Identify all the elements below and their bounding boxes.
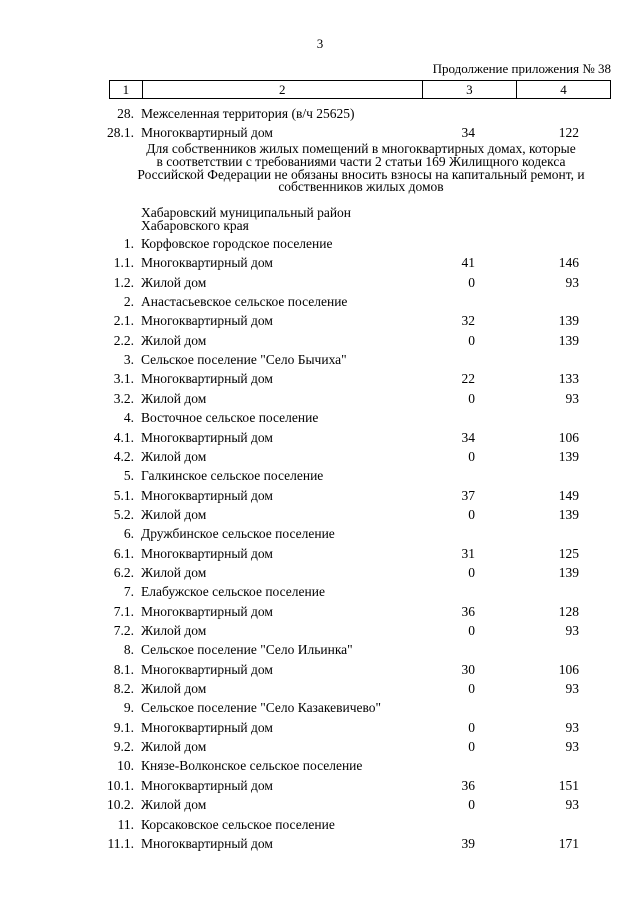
row-name: Многоквартирный дом <box>141 836 273 851</box>
region-line: Хабаровский муниципальный район <box>141 205 352 220</box>
row-number: 4.1. <box>113 430 134 445</box>
value-col3: 0 <box>468 720 475 735</box>
row-number: 6. <box>123 526 134 541</box>
section-row <box>0 105 640 123</box>
col-header-1: 1 <box>110 81 143 99</box>
row-number: 7.2. <box>113 623 134 638</box>
value-col4: 122 <box>558 125 579 140</box>
row-name: Корфовское городское поселение <box>141 236 333 251</box>
row-number: 3.1. <box>113 371 134 386</box>
table-row <box>0 719 640 737</box>
value-col3: 0 <box>468 333 475 348</box>
region-line: Хабаровского края <box>141 217 249 233</box>
col-header-4: 4 <box>516 81 610 99</box>
value-col4: 93 <box>565 681 579 696</box>
value-col4: 93 <box>565 623 579 638</box>
page-number: 3 <box>316 36 324 51</box>
row-name: Многоквартирный дом <box>141 125 273 140</box>
row-name: Жилой дом <box>141 739 207 754</box>
row-number: 4. <box>123 410 134 425</box>
row-number: 2. <box>123 294 134 309</box>
table-row <box>0 332 640 350</box>
row-name: Жилой дом <box>141 681 207 696</box>
table-row <box>0 796 640 814</box>
note-line: собственников жилых домов <box>278 179 444 195</box>
value-col4: 139 <box>558 565 579 580</box>
value-col3: 0 <box>468 565 475 580</box>
note-line: Российской Федерации не обязаны вносить взносы на капитальный ремонт, и <box>137 166 585 182</box>
value-col3: 30 <box>461 662 475 677</box>
row-name: Анастасьевское сельское поселение <box>141 294 348 309</box>
table-row <box>0 603 640 621</box>
row-number: 28.1. <box>107 125 134 140</box>
row-number: 11. <box>117 817 134 832</box>
row-number: 5.1. <box>113 488 134 503</box>
row-number: 3.2. <box>113 391 134 406</box>
section-row <box>0 816 640 834</box>
table-row <box>0 487 640 505</box>
value-col3: 0 <box>468 739 475 754</box>
table-row <box>0 448 640 466</box>
row-number: 9.2. <box>113 739 134 754</box>
value-col3: 36 <box>461 604 475 619</box>
row-name: Многоквартирный дом <box>141 720 273 735</box>
row-name: Жилой дом <box>141 565 207 580</box>
row-number: 11.1. <box>107 836 134 851</box>
row-number: 2.2. <box>113 333 134 348</box>
value-col4: 106 <box>558 662 579 677</box>
note-line: в соответствии с требованиями части 2 статьи 169 Жилищного кодекса <box>156 153 566 169</box>
row-number: 9. <box>123 700 134 715</box>
value-col3: 0 <box>468 449 475 464</box>
row-number: 5. <box>123 468 134 483</box>
table-row <box>0 429 640 447</box>
row-name: Многоквартирный дом <box>141 546 273 561</box>
section-row <box>0 351 640 369</box>
row-number: 10.2. <box>107 797 134 812</box>
row-number: 1.2. <box>113 275 134 290</box>
row-number: 5.2. <box>113 507 134 522</box>
section-row <box>0 293 640 311</box>
row-name: Корсаковское сельское поселение <box>141 817 335 832</box>
value-col4: 128 <box>558 604 579 619</box>
value-col4: 133 <box>558 371 579 386</box>
row-name: Многоквартирный дом <box>141 255 273 270</box>
table-row <box>0 738 640 756</box>
row-name: Сельское поселение "Село Бычиха" <box>141 352 347 367</box>
row-name: Межселенная территория (в/ч 25625) <box>141 106 355 121</box>
row-name: Жилой дом <box>141 333 207 348</box>
table-row <box>0 370 640 388</box>
row-number: 9.1. <box>113 720 134 735</box>
value-col4: 139 <box>558 313 579 328</box>
row-name: Сельское поселение "Село Казакевичево" <box>141 700 382 715</box>
section-row <box>0 641 640 659</box>
value-col4: 93 <box>565 797 579 812</box>
value-col4: 139 <box>558 449 579 464</box>
row-name: Жилой дом <box>141 623 207 638</box>
value-col3: 0 <box>468 391 475 406</box>
row-name: Многоквартирный дом <box>141 662 273 677</box>
row-number: 8.1. <box>113 662 134 677</box>
value-col4: 139 <box>558 333 579 348</box>
value-col4: 93 <box>565 720 579 735</box>
row-number: 6.2. <box>113 565 134 580</box>
table-row <box>0 312 640 330</box>
value-col4: 125 <box>558 546 579 561</box>
table-row <box>0 274 640 292</box>
section-row <box>0 235 640 253</box>
continuation-caption: Продолжение приложения № 38 <box>432 61 611 76</box>
value-col4: 146 <box>558 255 579 270</box>
row-number: 4.2. <box>113 449 134 464</box>
row-number: 1. <box>123 236 134 251</box>
table-row <box>0 680 640 698</box>
value-col3: 37 <box>461 488 475 503</box>
value-col3: 0 <box>468 681 475 696</box>
row-number: 10. <box>117 758 134 773</box>
col-header-3: 3 <box>422 81 516 99</box>
row-number: 8. <box>123 642 134 657</box>
row-name: Жилой дом <box>141 449 207 464</box>
row-name: Галкинское сельское поселение <box>141 468 324 483</box>
row-number: 7. <box>123 584 134 599</box>
table-row <box>0 506 640 524</box>
table-row <box>0 545 640 563</box>
value-col4: 93 <box>565 739 579 754</box>
value-col3: 36 <box>461 778 475 793</box>
row-name: Елабужское сельское поселение <box>141 584 325 599</box>
row-name: Многоквартирный дом <box>141 488 273 503</box>
row-number: 1.1. <box>113 255 134 270</box>
row-name: Многоквартирный дом <box>141 604 273 619</box>
row-name: Многоквартирный дом <box>141 371 273 386</box>
value-col3: 0 <box>468 623 475 638</box>
section-row <box>0 409 640 427</box>
value-col3: 31 <box>461 546 475 561</box>
row-name: Жилой дом <box>141 797 207 812</box>
value-col4: 151 <box>558 778 579 793</box>
table-row <box>0 622 640 640</box>
value-col3: 39 <box>461 836 475 851</box>
note-line: Для собственников жилых помещений в многоквартирных домах, которые <box>146 141 576 156</box>
row-number: 6.1. <box>113 546 134 561</box>
value-col3: 34 <box>461 125 475 140</box>
table-row <box>0 777 640 795</box>
value-col4: 93 <box>565 391 579 406</box>
row-name: Жилой дом <box>141 275 207 290</box>
row-number: 3. <box>123 352 134 367</box>
value-col3: 32 <box>461 313 475 328</box>
section-row <box>0 757 640 775</box>
row-number: 28. <box>117 106 134 121</box>
row-number: 2.1. <box>113 313 134 328</box>
row-name: Дружбинское сельское поселение <box>141 526 335 541</box>
value-col4: 171 <box>558 836 579 851</box>
row-name: Князе-Волконское сельское поселение <box>141 758 363 773</box>
value-col3: 0 <box>468 507 475 522</box>
value-col3: 0 <box>468 797 475 812</box>
row-name: Восточное сельское поселение <box>141 410 319 425</box>
row-name: Жилой дом <box>141 507 207 522</box>
value-col4: 93 <box>565 275 579 290</box>
section-row <box>0 583 640 601</box>
col-header-2: 2 <box>142 81 422 99</box>
table-row <box>0 390 640 408</box>
value-col3: 0 <box>468 275 475 290</box>
table-row <box>0 124 640 142</box>
row-name: Многоквартирный дом <box>141 430 273 445</box>
row-number: 8.2. <box>113 681 134 696</box>
row-number: 7.1. <box>113 604 134 619</box>
section-row <box>0 525 640 543</box>
value-col4: 149 <box>558 488 579 503</box>
row-name: Многоквартирный дом <box>141 313 273 328</box>
section-row <box>0 467 640 485</box>
table-row <box>0 254 640 272</box>
table-row <box>0 661 640 679</box>
value-col3: 34 <box>461 430 475 445</box>
row-name: Сельское поселение "Село Ильинка" <box>141 642 353 657</box>
row-name: Многоквартирный дом <box>141 778 273 793</box>
value-col4: 139 <box>558 507 579 522</box>
table-row <box>0 835 640 853</box>
value-col4: 106 <box>558 430 579 445</box>
row-number: 10.1. <box>107 778 134 793</box>
row-name: Жилой дом <box>141 391 207 406</box>
table-row <box>0 564 640 582</box>
value-col3: 41 <box>461 255 475 270</box>
section-row <box>0 699 640 717</box>
value-col3: 22 <box>461 371 475 386</box>
